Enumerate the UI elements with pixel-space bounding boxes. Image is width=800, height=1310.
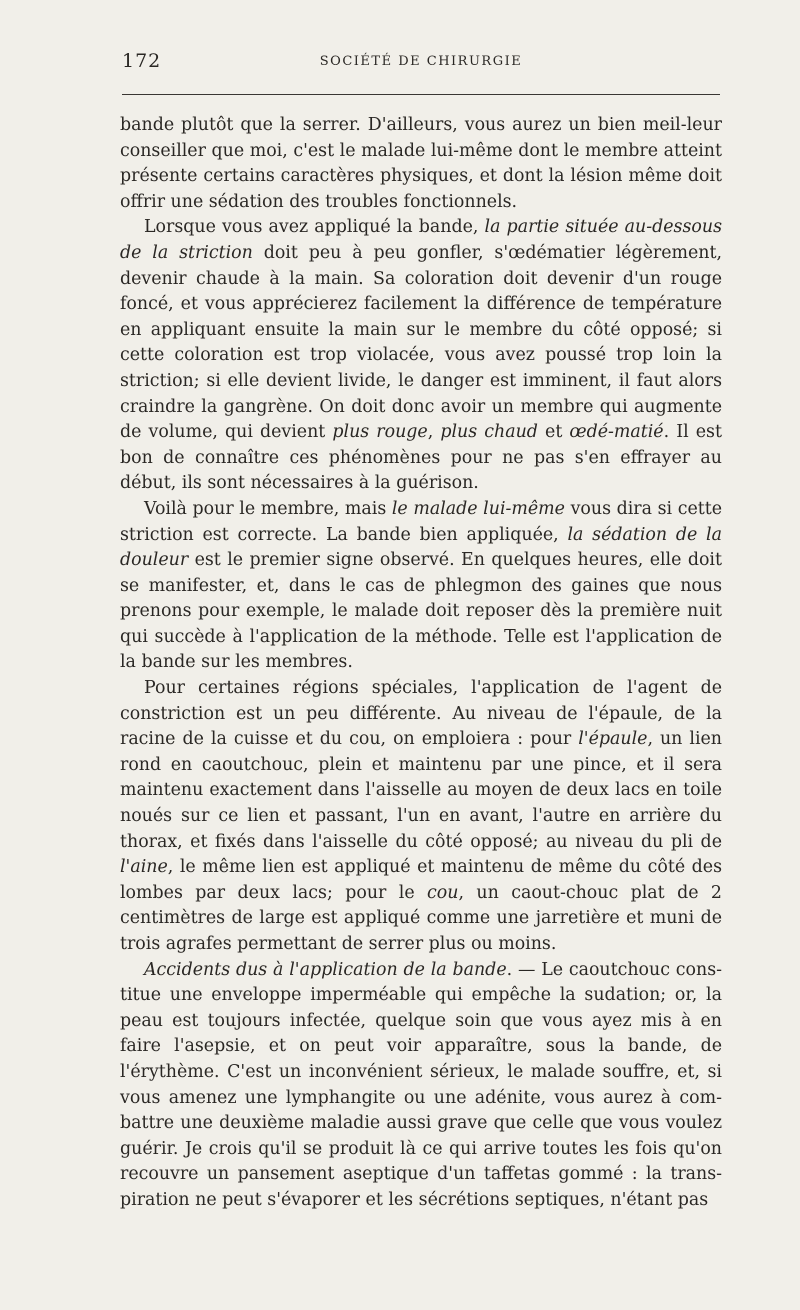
text-run: Pour certaines régions spéciales, l'application de l'agent de constriction est un peu différente. Au niveau de l'épaule, de la racine de la cuisse et du cou, on emploiera : pour: [120, 678, 722, 750]
paragraph: [120, 676, 722, 958]
header-rule: [122, 94, 720, 95]
text-run: , le même lien est appliqué et maintenu de même du côté des lombes par deux lacs; pour le: [120, 857, 722, 903]
text-run: est le premier signe observé. En quelques heures, elle doit se manifester, et, dans le cas de phlegmon des gaines que nous prenons pour exemple, le malade doit reposer dès la première nuit qui succède à l'application de la méthode. Telle est l'application de la bande sur les membres.: [120, 550, 722, 673]
paragraph: [120, 215, 722, 497]
italic-text: cou: [427, 882, 459, 903]
text-run: vous dira si cette striction est correcte. La bande bien appliquée,: [120, 498, 723, 545]
text-run: ,: [427, 422, 441, 443]
text-run: , un caout-chouc plat de 2 centimètres de large est appliqué comme une jarretière et muni de trois agrafes permettant de serrer plus ou moins.: [120, 882, 722, 954]
body-text: [120, 113, 722, 1214]
paragraph: [120, 497, 722, 676]
italic-text: œdé-matié: [569, 422, 664, 443]
italic-text: la partie située au-dessous de la striction: [120, 217, 722, 263]
italic-text: l'aine: [120, 857, 168, 878]
text-run: bande plutôt que la serrer. D'ailleurs, vous aurez un bien meil-leur conseiller que moi, c'est le malade lui-même dont le membre atteint présente certains caractères physiques, et dont la lésion même doit offrir une sédation des troubles fonctionnels.: [120, 115, 722, 212]
italic-text: plus rouge: [332, 422, 428, 443]
text-run: et: [537, 422, 570, 443]
italic-text: plus chaud: [440, 422, 538, 443]
running-title: SOCIÉTÉ DE CHIRURGIE: [319, 54, 523, 69]
text-run: , un lien rond en caoutchouc, plein et maintenu par une pince, et il sera maintenu exactement dans l'aisselle au moyen de deux lacs en toile noués sur ce lien et passant, l'un en avant, l'autre en arrière du thorax, et fixés dans l'aisselle du côté opposé; au niveau du pli de: [120, 729, 722, 852]
text-run: doit peu à peu gonfler, s'œdématier légèrement, devenir chaude à la main. Sa coloration doit devenir d'un rouge foncé, et vous apprécierez facilement la différence de température en appliquant ensuite la main sur le membre du côté opposé; si cette coloration est trop violacée, vous avez poussé trop loin la striction; si elle devient livide, le danger est imminent, il faut alors craindre la gangrène. On doit donc avoir un membre qui augmente de volume, qui devient: [120, 242, 722, 443]
page-header: [122, 50, 720, 74]
italic-text: la sédation de la douleur: [120, 524, 722, 571]
italic-text: le malade lui-même: [391, 498, 565, 519]
page-number: 172: [122, 50, 162, 72]
italic-text: Accidents dus à l'application de la bande: [144, 959, 507, 980]
paragraph: [120, 113, 722, 215]
text-run: Lorsque vous avez appliqué la bande,: [144, 217, 485, 238]
text-run: . — Le caoutchouc cons-titue une enveloppe imperméable qui empêche la sudation; or, la peau est toujours infectée, quelque soin que vous ayez mis à en faire l'asepsie, et on peut voir apparaître, sous la bande, de l'érythème. C'est un inconvénient sérieux, le malade souffre, et, si vous amenez une lymphangite ou une adénite, vous aurez à com-battre une deuxième maladie aussi grave que celle que vous voulez guérir. Je crois qu'il se produit là ce qui arrive toutes les fois qu'on recouvre un pansement aseptique d'un taffetas gommé : la trans-piration ne peut s'évaporer et les sécrétions septiques, n'étant pas: [120, 959, 723, 1210]
text-run: . Il est bon de connaître ces phénomènes pour ne pas s'en effrayer au début, ils sont nécessaires à la guérison.: [120, 422, 722, 494]
paragraph: [120, 958, 722, 1214]
italic-text: l'épaule: [578, 729, 648, 750]
text-run: Voilà pour le membre, mais: [144, 498, 392, 519]
